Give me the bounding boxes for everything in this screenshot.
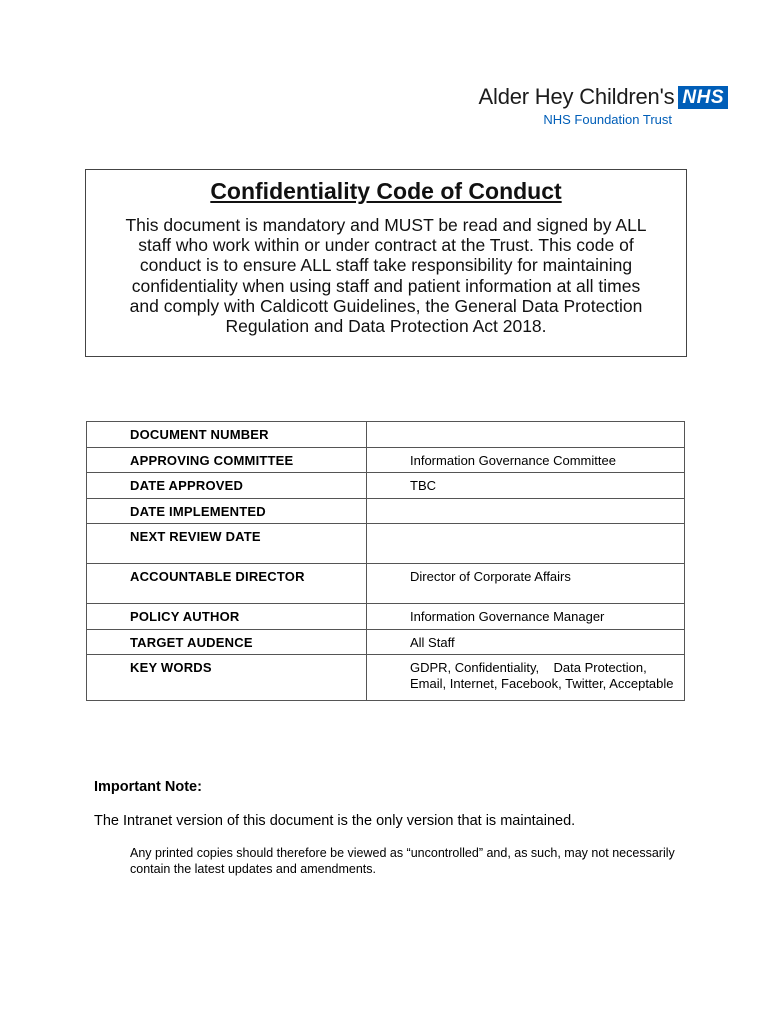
important-note-text: The Intranet version of this document is the only version that is maintained. — [94, 813, 576, 829]
important-note-heading: Important Note: — [94, 779, 202, 795]
row-label: DOCUMENT NUMBER — [87, 422, 367, 448]
row-label: DATE IMPLEMENTED — [87, 498, 367, 524]
row-label: TARGET AUDENCE — [87, 629, 367, 655]
row-value — [367, 422, 685, 448]
row-value: GDPR, Confidentiality, Data Protection, Email, Internet, Facebook, Twitter, Acceptable — [367, 655, 685, 701]
document-info-table — [86, 421, 685, 701]
table-row — [87, 629, 685, 655]
table-row — [87, 604, 685, 630]
table-row — [87, 447, 685, 473]
row-value — [367, 498, 685, 524]
title-box — [85, 169, 687, 357]
row-label: NEXT REVIEW DATE — [87, 524, 367, 564]
table-row — [87, 498, 685, 524]
row-label: POLICY AUTHOR — [87, 604, 367, 630]
row-label: KEY WORDS — [87, 655, 367, 701]
table-row — [87, 655, 685, 701]
important-note-subtext: Any printed copies should therefore be viewed as “uncontrolled” and, as such, may not necessarily contain the latest updates and amendments. — [130, 846, 675, 876]
row-value: All Staff — [367, 629, 685, 655]
row-value: Information Governance Manager — [367, 604, 685, 630]
trust-logo — [438, 84, 728, 134]
row-value — [367, 524, 685, 564]
row-label: APPROVING COMMITTEE — [87, 447, 367, 473]
logo-name: Alder Hey Children's — [478, 84, 675, 109]
nhs-badge: NHS — [678, 86, 728, 109]
logo-title-line — [479, 84, 728, 110]
row-label: ACCOUNTABLE DIRECTOR — [87, 564, 367, 604]
logo-subtitle: NHS Foundation Trust — [543, 112, 672, 127]
table-row — [87, 524, 685, 564]
table-row — [87, 564, 685, 604]
table-row — [87, 473, 685, 499]
document-intro: This document is mandatory and MUST be read and signed by ALL staff who work within or under contract at the Trust. This code of conduct is to ensure ALL staff take responsibility for maintaining confidentiality when using staff and patient information at all times and comply with Caldicott Guidelines, the General Data Protection Regulation and Data Protection Act 2018. — [125, 215, 647, 337]
row-label: DATE APPROVED — [87, 473, 367, 499]
row-value: Director of Corporate Affairs — [367, 564, 685, 604]
document-title: Confidentiality Code of Conduct — [210, 178, 562, 204]
row-value: Information Governance Committee — [367, 447, 685, 473]
row-value: TBC — [367, 473, 685, 499]
table-row — [87, 422, 685, 448]
